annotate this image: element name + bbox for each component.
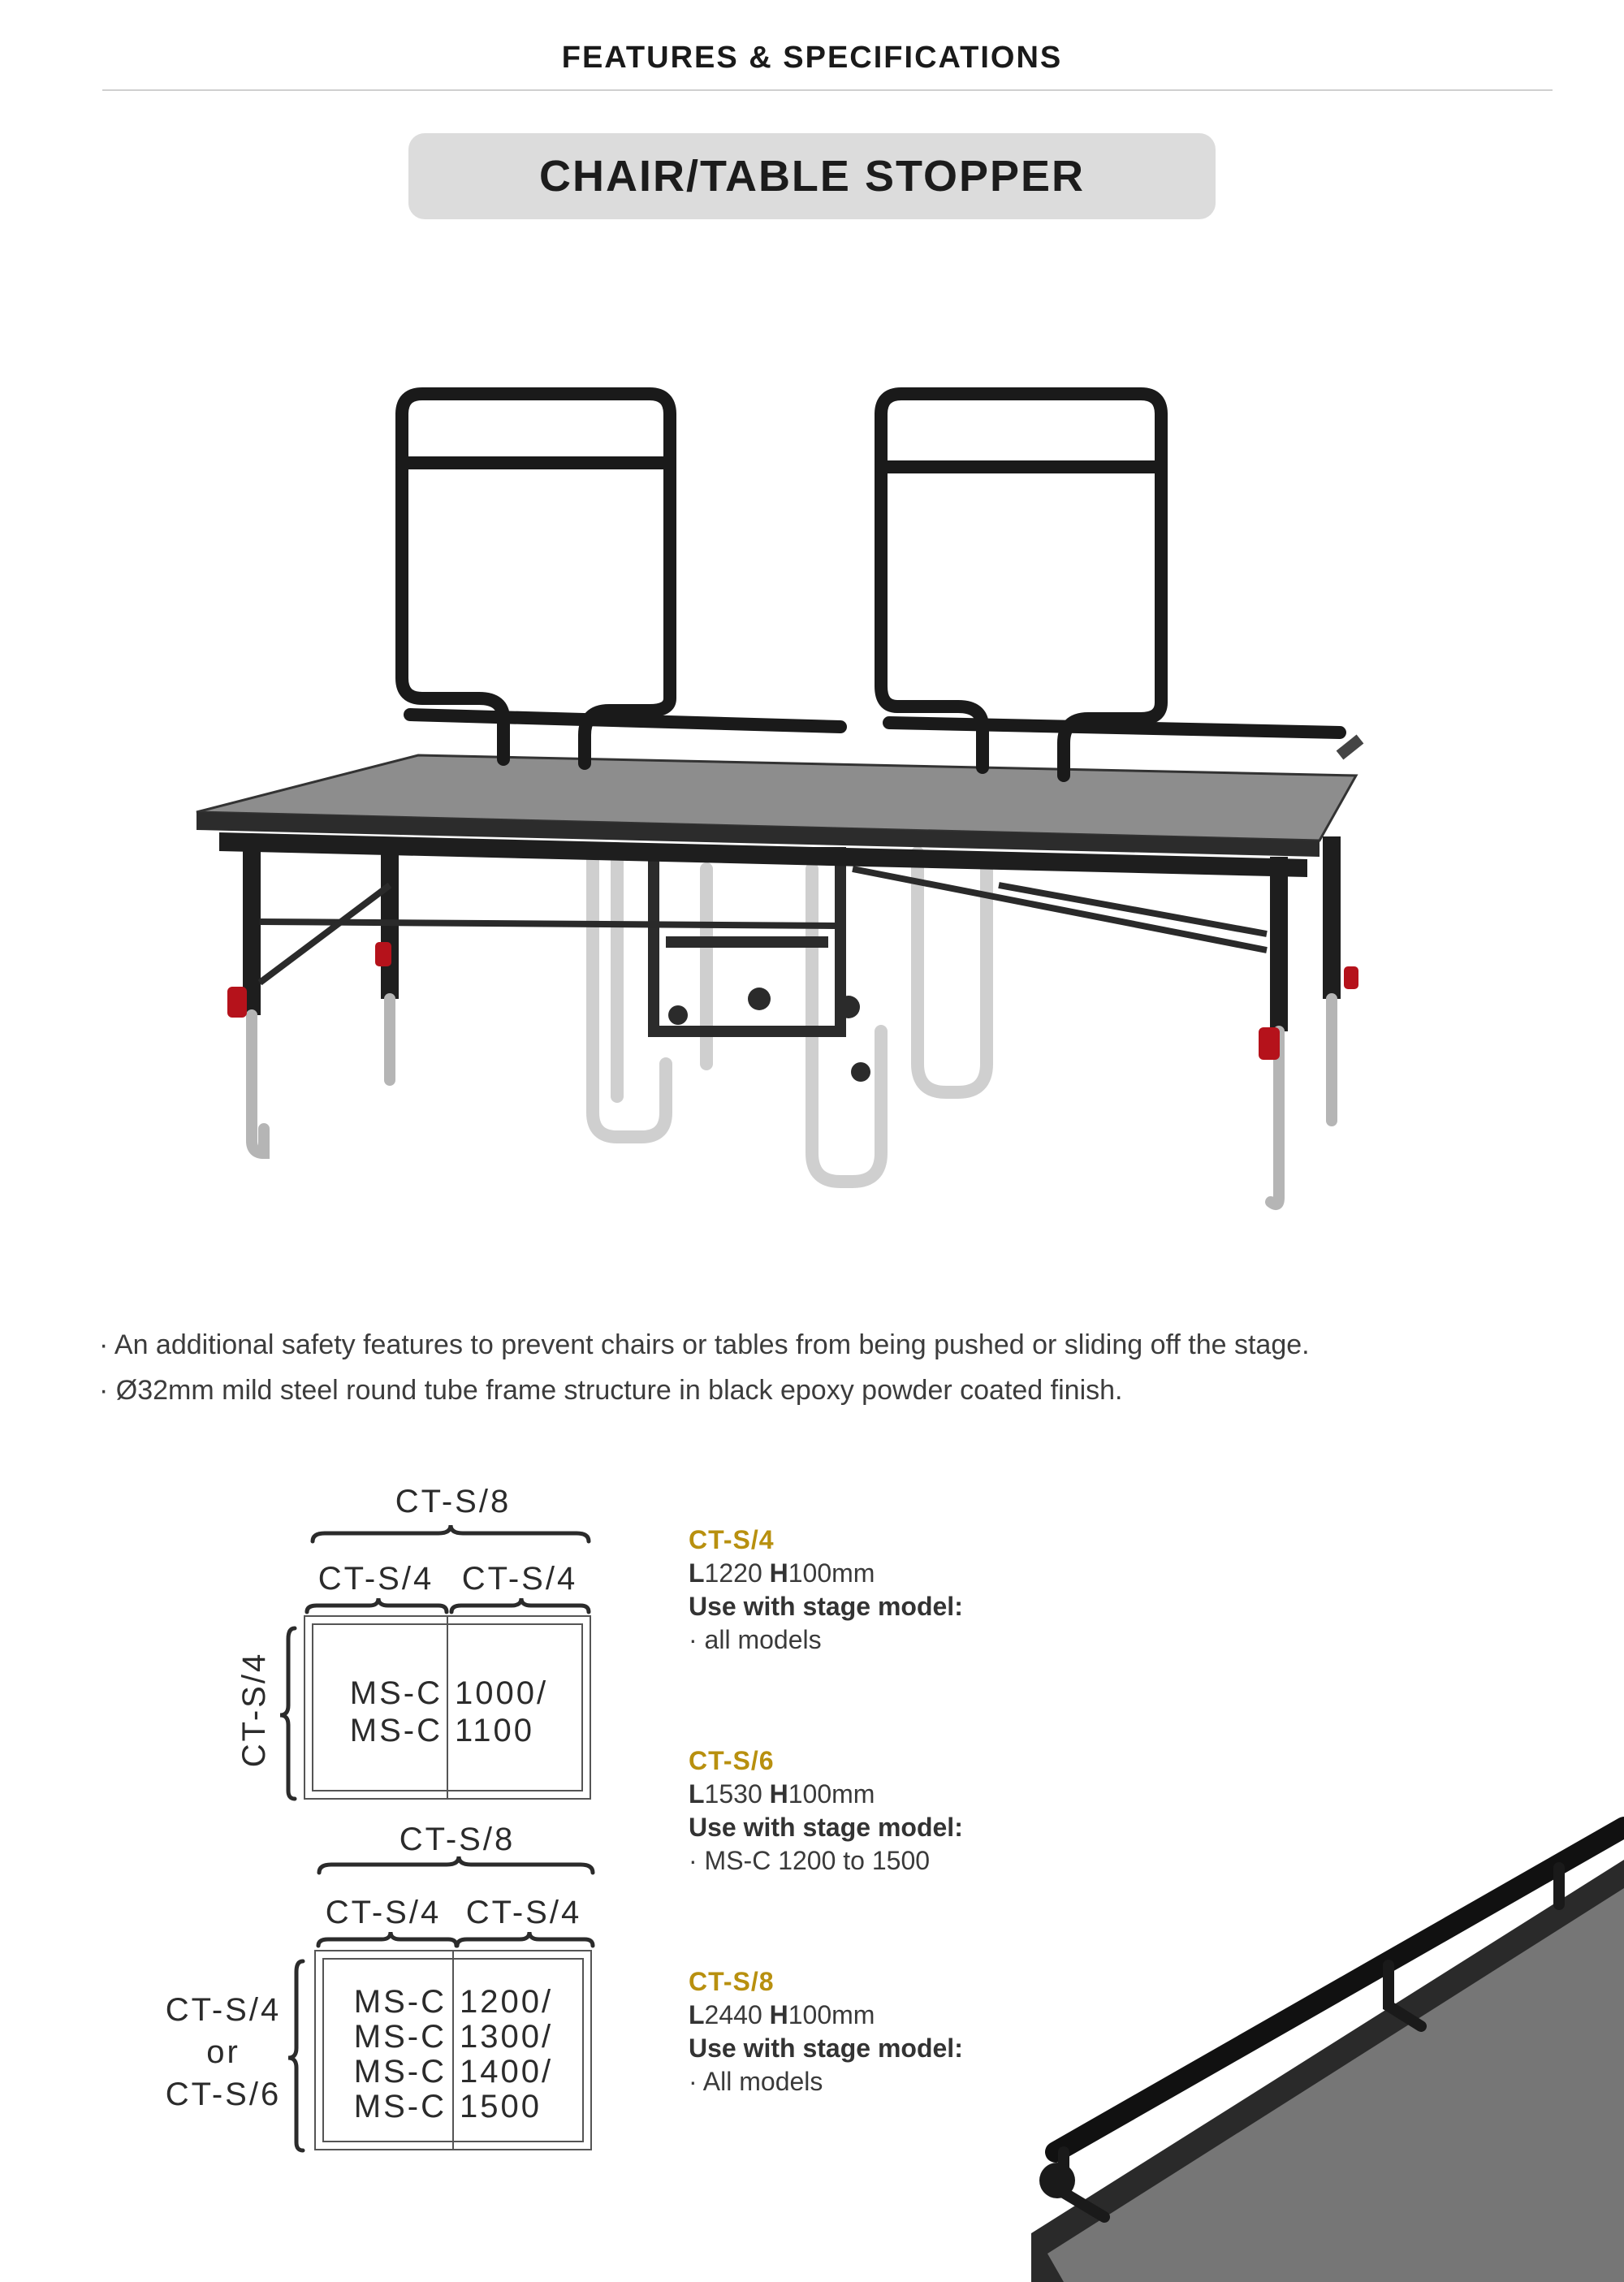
spec-dimensions: L1220 H100mm xyxy=(689,1558,875,1588)
d1-cell-left-2: MS-C xyxy=(349,1713,443,1748)
d1-cell-left-1: MS-C xyxy=(349,1675,443,1711)
d2-side-label-2: or xyxy=(206,2034,240,2070)
d1-cell-right-1: 1000/ xyxy=(455,1675,549,1711)
stopper-rail-closeup-illustration xyxy=(1031,1811,1624,2282)
spec-block-ct-s4 xyxy=(689,1523,963,1657)
d2-top-label: CT-S/8 xyxy=(399,1822,516,1857)
spec-block-ct-s8 xyxy=(689,1965,963,2098)
d1-sub-right-label: CT-S/4 xyxy=(461,1561,578,1597)
d2-cell-right-4: 1500 xyxy=(460,2089,542,2124)
spec-models: · all models xyxy=(689,1625,822,1654)
spec-use-label: Use with stage model: xyxy=(689,1813,963,1842)
d2-cell-right-1: 1200/ xyxy=(460,1984,554,2020)
spec-block-ct-s6 xyxy=(689,1744,963,1878)
spec-code: CT-S/4 xyxy=(689,1525,775,1554)
d2-cell-left-3: MS-C xyxy=(353,2054,447,2090)
d2-side-label-3: CT-S/6 xyxy=(165,2077,282,2112)
d2-side-label-1: CT-S/4 xyxy=(165,1992,282,2028)
d1-side-label: CT-S/4 xyxy=(236,1651,272,1768)
spec-use-label: Use with stage model: xyxy=(689,2033,963,2063)
spec-code: CT-S/8 xyxy=(689,1967,775,1996)
d2-cell-left-2: MS-C xyxy=(353,2019,447,2055)
spec-code: CT-S/6 xyxy=(689,1746,775,1775)
d1-top-label: CT-S/8 xyxy=(395,1484,512,1519)
d2-sub-right-label: CT-S/4 xyxy=(465,1895,582,1930)
spec-dimensions: L1530 H100mm xyxy=(689,1779,875,1809)
d2-cell-left-1: MS-C xyxy=(353,1984,447,2020)
product-title: CHAIR/TABLE STOPPER xyxy=(538,152,1086,201)
spec-models: · All models xyxy=(689,2067,823,2096)
feature-item: · Ø32mm mild steel round tube frame structure in black epoxy powder coated finish. xyxy=(99,1375,1123,1406)
d2-cell-right-2: 1300/ xyxy=(460,2019,554,2055)
d2-sub-left-label: CT-S/4 xyxy=(325,1895,442,1930)
d1-cell-right-2: 1100 xyxy=(455,1713,535,1748)
d2-cell-left-4: MS-C xyxy=(353,2089,447,2124)
spec-dimensions: L2440 H100mm xyxy=(689,2000,875,2029)
feature-item: · An additional safety features to prevent chairs or tables from being pushed or sliding off the stage. xyxy=(99,1329,1310,1360)
d2-cell-right-3: 1400/ xyxy=(460,2054,554,2090)
d1-sub-left-label: CT-S/4 xyxy=(317,1561,434,1597)
page-header-title: FEATURES & SPECIFICATIONS xyxy=(561,41,1063,75)
spec-models: · MS-C 1200 to 1500 xyxy=(689,1846,931,1875)
spec-use-label: Use with stage model: xyxy=(689,1592,963,1621)
